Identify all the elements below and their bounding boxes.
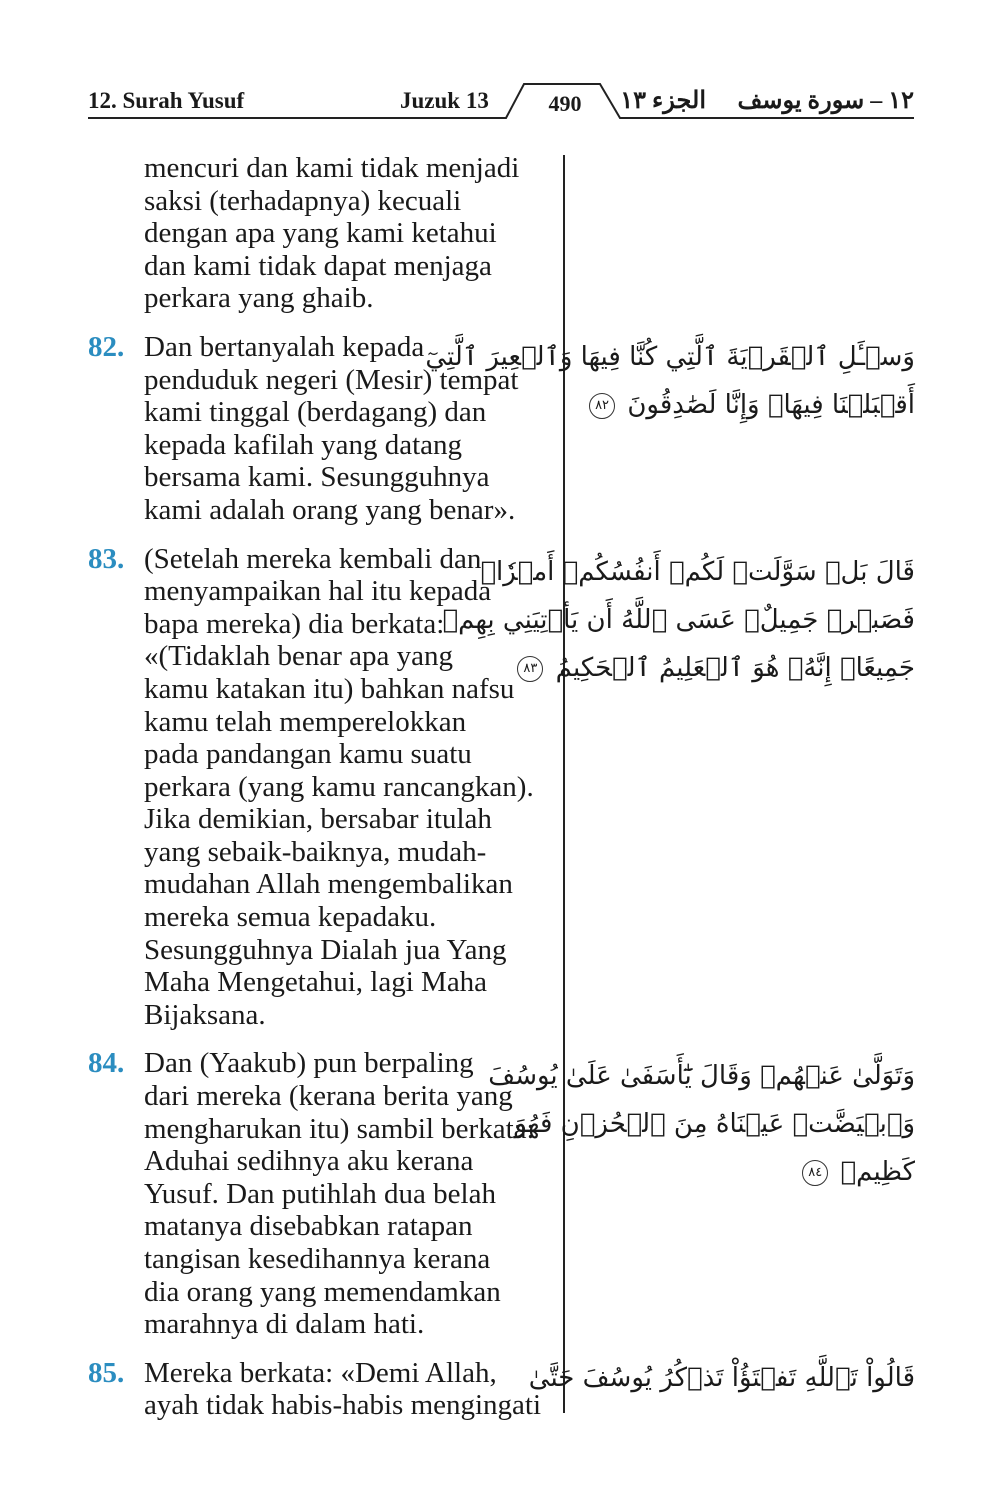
verse-83-translation: 83. (Setelah mereka kembali dan menyampaikan hal itu kepada bapa mereka) dia berkata: «(Tidaklah benar apa yang kamu katakan itu) bahkan nafsu kamu telah memperelokkan pada pandangan kamu suatu perkara (yang kamu rancangkan). Jika demikian, bersabar itulah yang sebaik-baiknya, mudah- mudahan Allah mengembalikan mereka semua kepadaku. Sesungguhnya Dialah jua Yang Maha Mengetahui, lagi Maha Bijaksana. [88, 542, 534, 1031]
verse-85-arabic: قَالُواْ تَٱللَّهِ تَفۡتَؤُاْ تَذۡكُرُ يُوسُفَ حَتَّىٰ [528, 1363, 915, 1393]
surah-title-latin: 12. Surah Yusuf [88, 88, 245, 113]
verse-84-translation: 84. Dan (Yaakub) pun berpaling dari mereka (kerana berita yang mengharukan itu) sambil berkata: Aduhai sedihnya aku kerana Yusuf. Dan putihlah dua belah matanya disebabkan ratapan tangisan kesedihannya kerana dia orang yang memendamkan marahnya di dalam hati. [88, 1047, 535, 1341]
juz-label-arabic: الجزء ١٣ [620, 88, 706, 114]
verse-82-translation: 82. Dan bertanyalah kepada penduduk negeri (Mesir) tempat kami tinggal (berdagang) dan kepada kafilah yang datang bersama kami. Sesungguhnya kami adalah orang yang benar». [88, 330, 519, 526]
verse-number: 84. [88, 1047, 125, 1080]
surah-title-arabic: ١٢ – سورة يوسف [737, 88, 914, 114]
verse-end-marker: ٨٢ [589, 393, 615, 419]
verse-end-marker: ٨٣ [517, 656, 543, 682]
verse-82-arabic: وَسۡـَٔلِ ٱلۡقَرۡيَةَ ٱلَّتِي كُنَّا فِيهَا وَٱلۡعِيرَ ٱلَّتِيٓ أَقۡبَلۡنَا فِيهَاۖ وَإِنَّا لَصَٰدِقُونَ ٨٢ [425, 342, 915, 420]
verse-83-arabic: قَالَ بَلۡ سَوَّلَتۡ لَكُمۡ أَنفُسُكُمۡ أَمۡرٗاۖ فَصَبۡرٞ جَمِيلٌۖ عَسَى ٱللَّهُ أَن يَأۡتِيَنِي بِهِمۡ جَمِيعًاۚ إِنَّهُۥ هُوَ ٱلۡعَلِيمُ ٱلۡحَكِيمُ ٨٣ [442, 557, 915, 683]
continuation-text: mencuri dan kami tidak menjadi saksi (terhadapnya) kecuali dengan apa yang kami ketahui dan kami tidak dapat menjaga perkara yang ghaib. [144, 152, 520, 315]
verse-85-translation: 85. Mereka berkata: «Demi Allah, ayah tidak habis-habis mengingati [88, 1356, 542, 1422]
verse-number: 85. [88, 1356, 125, 1389]
verse-number: 83. [88, 542, 125, 575]
page-header [88, 78, 914, 120]
verse-end-marker: ٨٤ [802, 1160, 828, 1186]
verse-84-arabic: وَتَوَلَّىٰ عَنۡهُمۡ وَقَالَ يَٰٓأَسَفَىٰ عَلَىٰ يُوسُفَ وَٱبۡيَضَّتۡ عَيۡنَاهُ مِنَ ٱلۡحُزۡنِ فَهُوَ كَظِيمٞ ٨٤ [488, 1061, 915, 1187]
page-number: 490 [548, 91, 582, 116]
verse-number: 82. [88, 330, 125, 363]
juz-label-latin: Juzuk 13 [400, 88, 489, 113]
